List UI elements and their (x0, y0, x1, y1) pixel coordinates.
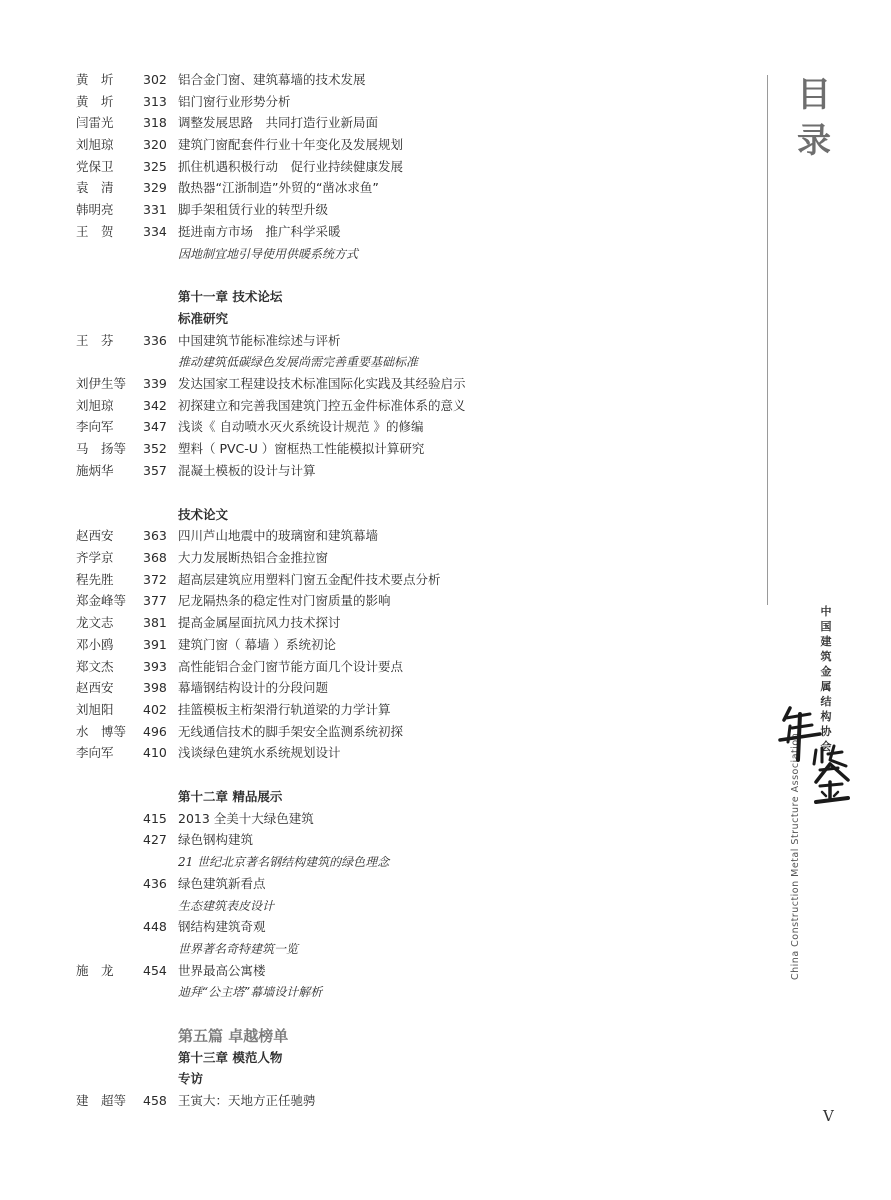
association-char: 建 (820, 635, 832, 648)
toc-title: 浅谈《 自动喷水灭火系统设计规范 》的修编 (178, 419, 424, 434)
toc-page-number: 391 (143, 637, 167, 652)
toc-title: 第五篇 卓越榜单 (178, 1027, 289, 1045)
toc-title: 钢结构建筑奇观 (178, 919, 266, 934)
toc-page-number: 454 (143, 963, 167, 978)
toc-page-number: 363 (143, 528, 167, 543)
toc-page-number: 318 (143, 115, 167, 130)
toc-author: 郑金峰等 (76, 593, 127, 608)
toc-page-number: 381 (143, 615, 167, 630)
toc-title: 尼龙隔热条的稳定性对门窗质量的影响 (178, 593, 391, 608)
toc-page-number: 393 (143, 659, 167, 674)
toc-page-number: 339 (143, 376, 167, 391)
toc-title: 因地制宜地引导使用供暖系统方式 (178, 247, 359, 261)
toc-title: 脚手架租赁行业的转型升级 (178, 202, 329, 217)
toc-title: 生态建筑表皮设计 (178, 899, 275, 913)
toc-page-number: 342 (143, 398, 167, 413)
toc-page-number: 368 (143, 550, 167, 565)
toc-author: 施炳华 (76, 463, 114, 478)
toc-title: 第十三章 模范人物 (178, 1050, 283, 1065)
toc-author: 马 扬等 (76, 441, 127, 456)
toc-author: 党保卫 (76, 159, 114, 174)
toc-author: 王 芬 (76, 333, 114, 348)
toc-author: 赵西安 (76, 680, 114, 695)
toc-page-number: 410 (143, 745, 167, 760)
toc-author: 刘旭阳 (76, 702, 114, 717)
toc-title: 调整发展思路 共同打造行业新局面 (178, 115, 379, 130)
toc-page-number: 325 (143, 159, 167, 174)
toc-title: 中国建筑节能标准综述与评析 (178, 333, 341, 348)
toc-author: 邓小鸥 (76, 637, 114, 652)
association-char: 属 (820, 680, 832, 693)
toc-author: 施 龙 (76, 963, 114, 978)
toc-page-number: 427 (143, 832, 167, 847)
toc-author: 黄 圻 (76, 72, 114, 87)
toc-title: 建筑门窗配套件行业十年变化及发展规划 (178, 137, 404, 152)
toc-page-number: 377 (143, 593, 167, 608)
association-char: 国 (820, 620, 832, 633)
toc-title: 挺进南方市场 推广科学采暖 (178, 224, 341, 239)
toc-title: 发达国家工程建设技术标准国际化实践及其经验启示 (178, 376, 466, 391)
toc-title: 标准研究 (178, 311, 229, 326)
page-heading (797, 72, 831, 164)
toc-page-number: 357 (143, 463, 167, 478)
toc-title: 绿色建筑新看点 (178, 876, 266, 891)
toc-title: 初探建立和完善我国建筑门控五金件标准体系的意义 (178, 398, 466, 413)
toc-page-number: 448 (143, 919, 167, 934)
calligraphy-mark-icon (776, 698, 856, 808)
toc-title: 浅谈绿色建筑水系统规划设计 (178, 745, 341, 760)
toc-page-number: 415 (143, 811, 167, 826)
vertical-divider (767, 75, 768, 605)
toc-page-number: 372 (143, 572, 167, 587)
heading-char: 录 (797, 121, 831, 161)
toc-page-number: 331 (143, 202, 167, 217)
toc-title: 迪拜“公主塔”幕墙设计解析 (178, 985, 323, 999)
toc-title: 四川芦山地震中的玻璃窗和建筑幕墙 (178, 528, 379, 543)
toc-author: 水 博等 (76, 724, 127, 739)
toc-page-number: 402 (143, 702, 167, 717)
toc-page-number: 352 (143, 441, 167, 456)
association-char: 会 (820, 740, 832, 753)
toc-page-number: 496 (143, 724, 167, 739)
toc-page-number: 329 (143, 180, 167, 195)
toc-title: 第十二章 精品展示 (178, 789, 283, 804)
toc-title: 抓住机遇积极行动 促行业持续健康发展 (178, 159, 404, 174)
toc-title: 世界最高公寓楼 (178, 963, 266, 978)
association-char: 金 (820, 665, 832, 678)
toc-author: 李向军 (76, 419, 114, 434)
toc-title: 散热器“江浙制造”外贸的“凿冰求鱼” (178, 180, 379, 195)
toc-page-number: 334 (143, 224, 167, 239)
toc-title: 技术论文 (178, 507, 229, 522)
toc-author: 齐学京 (76, 550, 114, 565)
toc-title: 绿色钢构建筑 (178, 832, 254, 847)
toc-page-number: 320 (143, 137, 167, 152)
association-name-en: China Construction Metal Structure Association (790, 732, 801, 980)
toc-title: 超高层建筑应用塑料门窗五金配件技术要点分析 (178, 572, 441, 587)
toc-title: 无线通信技术的脚手架安全监测系统初探 (178, 724, 404, 739)
toc-title: 幕墙钢结构设计的分段问题 (178, 680, 329, 695)
toc-title: 塑料（ PVC-U ）窗框热工性能模拟计算研究 (178, 441, 425, 456)
toc-author: 袁 清 (76, 180, 114, 195)
toc-page-number: 458 (143, 1093, 167, 1108)
association-char: 结 (820, 695, 832, 708)
toc-author: 李向军 (76, 745, 114, 760)
toc-title: 提高金属屋面抗风力技术探讨 (178, 615, 341, 630)
toc-author: 赵西安 (76, 528, 114, 543)
toc-title: 混凝土模板的设计与计算 (178, 463, 316, 478)
toc-author: 程先胜 (76, 572, 114, 587)
toc-title: 建筑门窗（ 幕墙 ）系统初论 (178, 637, 336, 652)
toc-author: 刘旭琼 (76, 137, 114, 152)
toc-page-number: 436 (143, 876, 167, 891)
toc-title: 专访 (178, 1071, 204, 1086)
toc-title: 大力发展断热铝合金推拉窗 (178, 550, 329, 565)
toc-author: 郑文杰 (76, 659, 114, 674)
toc-author: 韩明亮 (76, 202, 114, 217)
toc-title: 铝门窗行业形势分析 (178, 94, 291, 109)
toc-title: 王寅大：天地方正任驰骋 (178, 1093, 316, 1108)
toc-author: 刘旭琼 (76, 398, 114, 413)
toc-page-number: 347 (143, 419, 167, 434)
toc-title: 高性能铝合金门窗节能方面几个设计要点 (178, 659, 404, 674)
toc-author: 黄 圻 (76, 94, 114, 109)
toc-page-number: 336 (143, 333, 167, 348)
toc-page-number: 302 (143, 72, 167, 87)
page-number: V (823, 1107, 834, 1125)
toc-author: 龙文志 (76, 615, 114, 630)
toc-author: 王 贺 (76, 224, 114, 239)
association-char: 筑 (820, 650, 832, 663)
association-char: 中 (820, 605, 832, 618)
toc-title: 挂篮模板主桁架滑行轨道梁的力学计算 (178, 702, 391, 717)
toc-title: 世界著名奇特建筑一览 (178, 942, 299, 956)
toc-page-number: 398 (143, 680, 167, 695)
toc-author: 刘伊生等 (76, 376, 127, 391)
association-char: 协 (820, 725, 832, 738)
toc-title: 2013 全美十大绿色建筑 (178, 811, 314, 826)
yearbook-calligraphy-logo (776, 698, 856, 808)
toc-title: 推动建筑低碳绿色发展尚需完善重要基础标准 (178, 355, 419, 369)
toc-author: 建 超等 (76, 1093, 127, 1108)
toc-title: 21 世纪北京著名钢结构建筑的绿色理念 (178, 855, 390, 869)
heading-char: 目 (797, 75, 831, 115)
association-char: 构 (820, 710, 832, 723)
toc-page-number: 313 (143, 94, 167, 109)
brand-mark-text: 年鉴 (776, 698, 778, 699)
toc-title: 第十一章 技术论坛 (178, 289, 283, 304)
toc-title: 铝合金门窗、建筑幕墙的技术发展 (178, 72, 366, 87)
toc-author: 闫雷光 (76, 115, 114, 130)
